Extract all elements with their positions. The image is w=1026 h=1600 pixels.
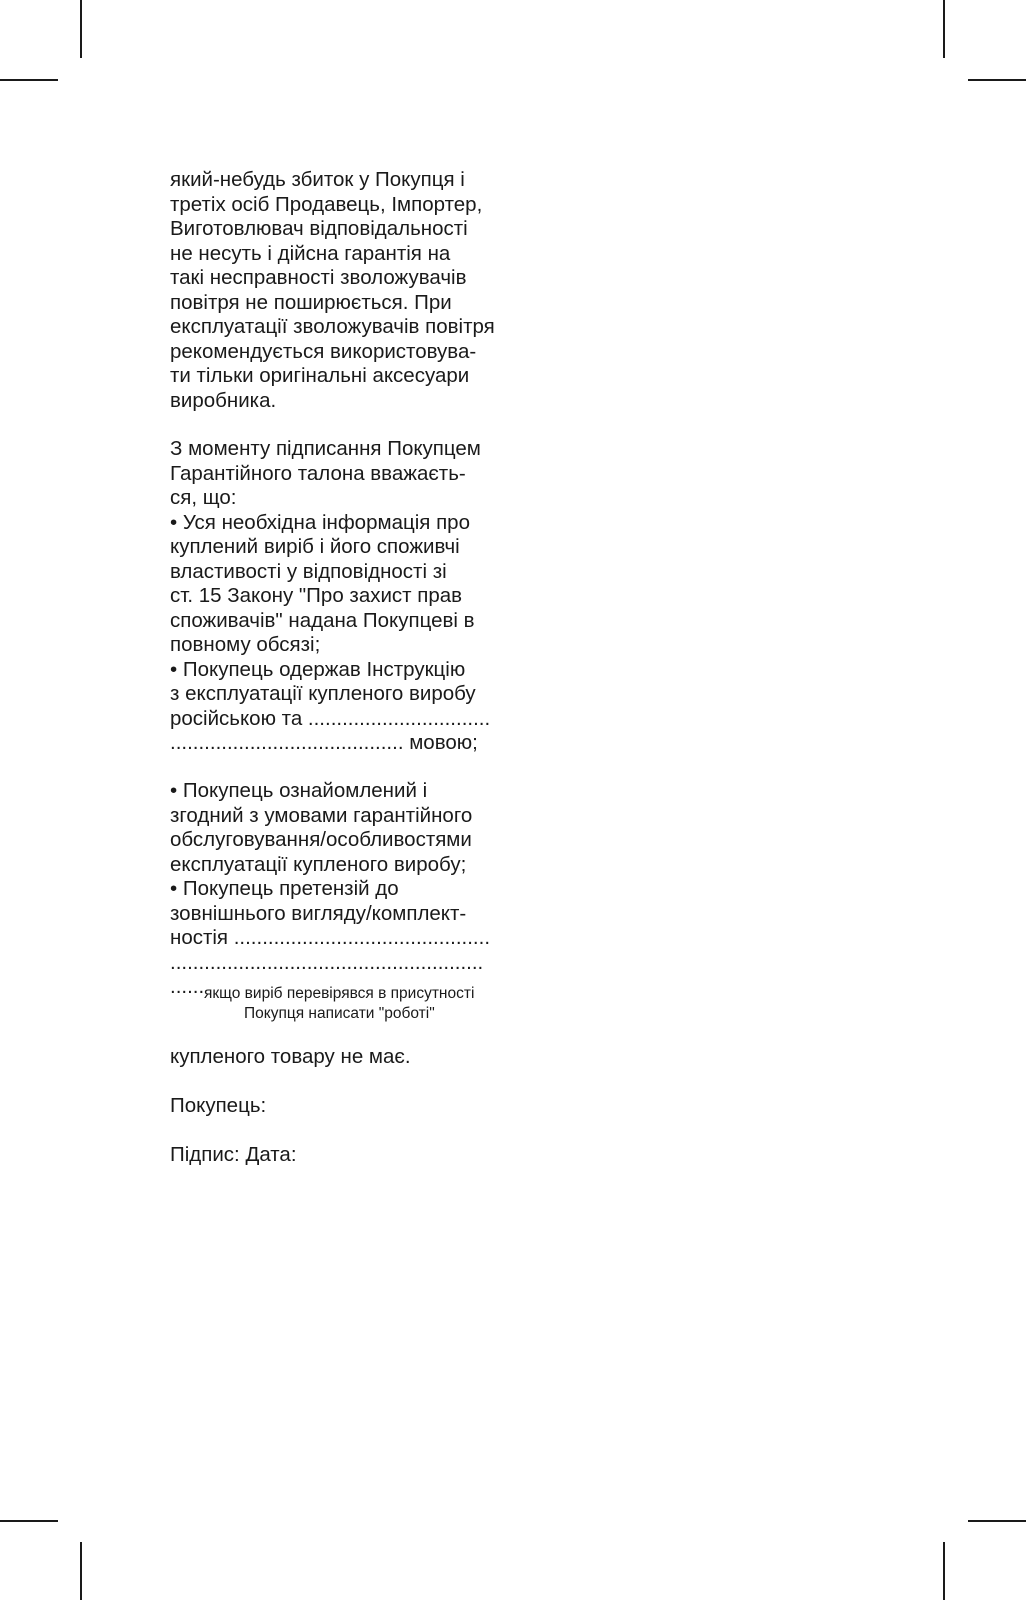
text-line: З моменту підписання Покупцем bbox=[170, 437, 481, 460]
text-line: куплений виріб і його споживчі bbox=[170, 535, 460, 558]
text-line: ....................................................... bbox=[170, 950, 484, 974]
text-line: згодний з умовами гарантійного bbox=[170, 803, 473, 827]
text-line: експлуатації зволожувачів повітря bbox=[170, 315, 495, 338]
text-line: споживачів" надана Покупцеві в bbox=[170, 608, 475, 632]
bullet-item: • Покупець претензій до bbox=[170, 877, 399, 900]
footnote-line-2: Покупця написати "роботі" bbox=[244, 1005, 435, 1022]
text-line: експлуатації купленого виробу; bbox=[170, 852, 467, 876]
crop-mark-bottom-right-vertical bbox=[943, 1542, 945, 1600]
text-line: рекомендується використовува- bbox=[170, 339, 477, 363]
text-line: Гарантійного талона вважаєть- bbox=[170, 461, 466, 485]
buyer-label: Покупець: bbox=[170, 1094, 267, 1117]
text-line: зовнішнього вигляду/комплект- bbox=[170, 901, 467, 925]
text-line: виробника. bbox=[170, 388, 277, 412]
text-line: ......................................... мовою; bbox=[170, 731, 478, 754]
text-line: ти тільки оригінальні аксесуари bbox=[170, 364, 470, 387]
crop-mark-bottom-right-horizontal bbox=[968, 1520, 1026, 1522]
crop-mark-top-left-vertical bbox=[80, 0, 82, 58]
text-line: з експлуатації купленого виробу bbox=[170, 682, 476, 705]
text-line: ностія ............................................. bbox=[170, 926, 491, 949]
text-line: Виготовлювач відповідальності bbox=[170, 217, 468, 240]
closing-line: купленого товару не має. bbox=[170, 1045, 411, 1068]
text-line: який-небудь збиток у Покупця і bbox=[170, 168, 465, 191]
footnote-line-1: якщо виріб перевірявся в присутності bbox=[204, 985, 475, 1002]
crop-mark-top-right-horizontal bbox=[968, 79, 1026, 81]
text-line: третіх осіб Продавець, Імпортер, bbox=[170, 192, 483, 216]
signature-date-label: Підпис: Дата: bbox=[170, 1143, 297, 1166]
text-line: російською та ................................ bbox=[170, 706, 491, 730]
crop-mark-bottom-left-horizontal bbox=[0, 1520, 58, 1522]
text-line: повному обсязі; bbox=[170, 633, 321, 656]
text-line: обслуговування/особливостями bbox=[170, 828, 472, 851]
text-line: такі несправності зволожувачів bbox=[170, 266, 467, 289]
crop-mark-bottom-left-vertical bbox=[80, 1542, 82, 1600]
text-line: ся, що: bbox=[170, 486, 237, 509]
crop-mark-top-left-horizontal bbox=[0, 79, 58, 81]
text-line: повітря не поширюється. При bbox=[170, 290, 452, 314]
text-line: ...... bbox=[170, 975, 205, 998]
text-line: не несуть і дійсна гарантія на bbox=[170, 241, 451, 265]
bullet-item: • Уся необхідна інформація про bbox=[170, 510, 470, 534]
crop-mark-top-right-vertical bbox=[943, 0, 945, 58]
text-line: властивості у відповідності зі bbox=[170, 559, 447, 583]
text-line: ст. 15 Закону "Про захист прав bbox=[170, 584, 463, 607]
bullet-item: • Покупець одержав Інструкцію bbox=[170, 657, 466, 681]
bullet-item: • Покупець ознайомлений і bbox=[170, 779, 428, 802]
